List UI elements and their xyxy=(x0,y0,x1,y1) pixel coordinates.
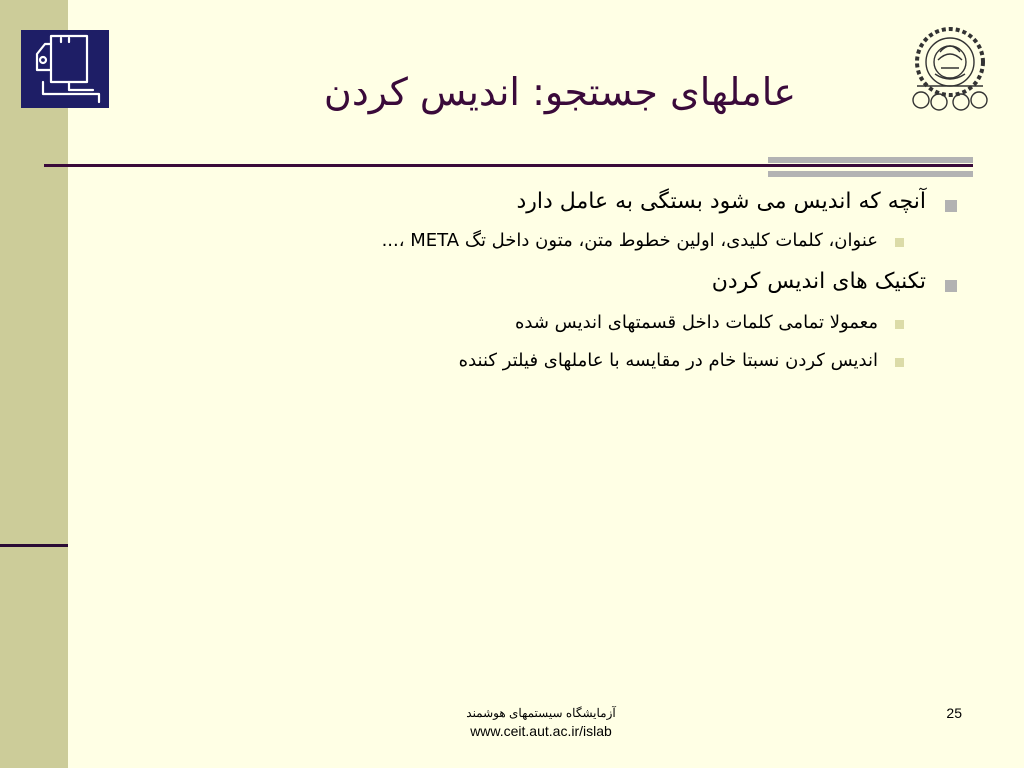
square-bullet-icon xyxy=(945,280,957,292)
bullet-level2 xyxy=(200,348,962,374)
sidebar-band xyxy=(0,0,68,768)
footer xyxy=(430,705,652,741)
bullet-text: اندیس کردن نسبتا خام در مقایسه با عاملهای فیلتر کننده xyxy=(458,350,878,371)
square-bullet-icon xyxy=(945,200,957,212)
bullet-level1 xyxy=(200,266,962,298)
bullet-text: تکنیک های اندیس کردن xyxy=(711,269,926,294)
page-number: 25 xyxy=(946,705,962,721)
footer-url: www.ceit.aut.ac.ir/islab xyxy=(470,723,612,739)
bullet-text: عنوان، کلمات کلیدی، اولین خطوط متن، متون داخل تگ META ،... xyxy=(381,230,878,251)
bullet-text: معمولا تمامی کلمات داخل قسمتهای اندیس شده xyxy=(514,312,878,333)
bullet-level2 xyxy=(200,228,962,254)
footer-lab-name: آزمایشگاه سیستمهای هوشمند xyxy=(466,706,616,720)
title-rule-accent-bottom xyxy=(768,171,973,177)
slide-title: عاملهای جستجو: اندیس کردن xyxy=(323,70,796,114)
slide-content xyxy=(200,186,962,374)
square-bullet-icon xyxy=(895,320,904,329)
sidebar-divider xyxy=(0,544,68,547)
lab-logo-icon xyxy=(21,30,109,108)
bullet-level1 xyxy=(200,186,962,218)
title-rule-accent-top xyxy=(768,157,973,163)
university-emblem-icon xyxy=(905,24,995,116)
square-bullet-icon xyxy=(895,358,904,367)
bullet-text: آنچه که اندیس می شود بستگی به عامل دارد xyxy=(516,189,926,214)
title-rule xyxy=(44,164,973,167)
bullet-level2 xyxy=(200,310,962,336)
square-bullet-icon xyxy=(895,238,904,247)
